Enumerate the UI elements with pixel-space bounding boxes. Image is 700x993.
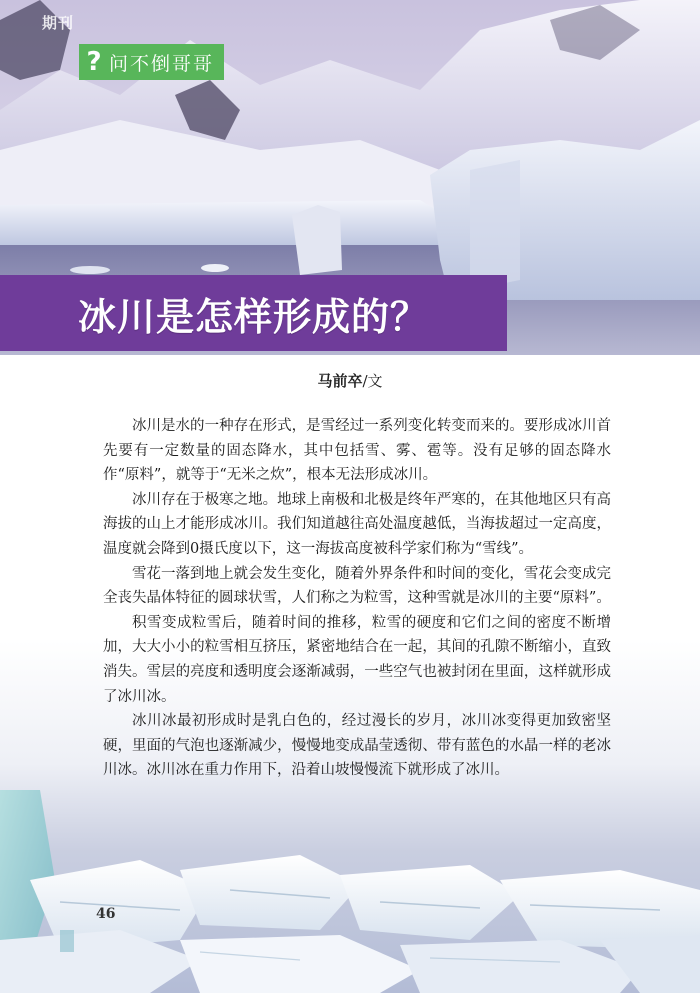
byline [0, 370, 700, 391]
paragraph-2: 冰川存在于极寒之地。地球上南极和北极是终年严寒的，在其他地区只有高海拔的山上才能形成冰川。我们知道越往高处温度越低，当海拔超过一定高度，温度就会降到0摄氏度以下，这一海拔高度被科学家们称为“雪线”。 [103, 491, 611, 557]
page-number: 46 [96, 906, 116, 922]
paragraph-4: 积雪变成粒雪后，随着时间的推移，粒雪的硬度和它们之间的密度不断增加，大大小小的粒雪相互挤压，紧密地结合在一起，其间的孔隙不断缩小，直致消失。雪层的亮度和透明度会逐渐减弱，一些空气也被封闭在里面，这样就形成了冰川冰。 [103, 614, 611, 705]
magazine-series-label: 期刊 [42, 14, 75, 32]
question-mark-icon: ? [86, 47, 102, 77]
paragraph-5: 冰川冰最初形成时是乳白色的，经过漫长的岁月，冰川冰变得更加致密坚硬，里面的气泡也逐渐减少，慢慢地变成晶莹透彻、带有蓝色的水晶一样的老冰川冰。冰川冰在重力作用下，沿着山坡慢慢流下就形成了冰川。 [103, 713, 611, 779]
paragraph-3: 雪花一落到地上就会发生变化，随着外界条件和时间的变化，雪花会变成完全丧失晶体特征的圆球状雪，人们称之为粒雪，这种雪就是冰川的主要“原料”。 [103, 565, 611, 607]
article-body [103, 414, 611, 783]
column-label: 问不倒哥哥 [109, 52, 215, 75]
title-band [0, 275, 507, 351]
paragraph-1: 冰川是水的一种存在形式，是雪经过一系列变化转变而来的。要形成冰川首先要有一定数量的固态降水，其中包括雪、雾、雹等。没有足够的固态降水作“原料”，就等于“无米之炊”，根本无法形成冰川。 [103, 418, 611, 484]
article-title: 冰川是怎样形成的？ [77, 294, 429, 339]
author-suffix: /文 [362, 372, 383, 390]
column-tag [79, 44, 224, 80]
author-name: 马前卒 [317, 372, 363, 390]
